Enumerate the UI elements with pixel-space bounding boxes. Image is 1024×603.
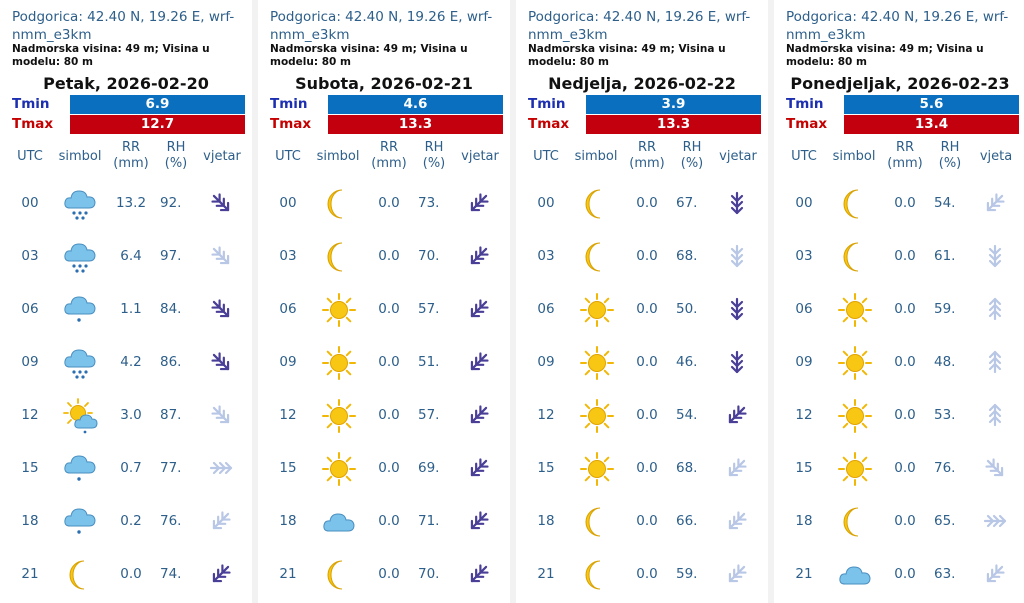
wind-arrow-icon [982, 296, 1008, 322]
utc-cell: 00 [795, 195, 813, 211]
day-column [0, 0, 252, 603]
rh-cell: 68. [676, 248, 698, 264]
rr-cell: 0.0 [378, 407, 400, 423]
wind-arrow-icon [466, 402, 492, 428]
rr-cell: 6.4 [120, 248, 142, 264]
rh-cell: 92. [160, 195, 182, 211]
wind-arrow-icon [724, 455, 750, 481]
utc-cell: 12 [537, 407, 555, 423]
tmax-label: Tmax [270, 116, 312, 132]
utc-header: UTC [275, 149, 301, 164]
rr-cell: 0.0 [378, 248, 400, 264]
table-row [774, 442, 1024, 494]
tmax-label: Tmax [12, 116, 54, 132]
rh-cell: 50. [676, 301, 698, 317]
rh-cell: 76. [160, 513, 182, 529]
rr-cell: 4.2 [120, 354, 142, 370]
day-column [516, 0, 768, 603]
rh-cell: 74. [160, 566, 182, 582]
wind-arrow-icon [982, 349, 1008, 375]
wind-arrow-icon [466, 243, 492, 269]
rh-cell: 86. [160, 354, 182, 370]
day-header [774, 0, 1024, 140]
rr-cell: 0.0 [636, 566, 658, 582]
rh-cell: 61. [934, 248, 956, 264]
location-text: Podgorica: 42.40 N, 19.26 E, wrf-nmm_e3km [786, 9, 1009, 43]
day-header [516, 0, 768, 140]
wind-arrow-icon [208, 296, 234, 322]
sun-icon [579, 398, 615, 434]
table-row [0, 283, 252, 335]
rr-header-top: RR [637, 140, 657, 155]
wind-arrow-icon [982, 402, 1008, 428]
rh-header-top: RH [682, 140, 702, 155]
table-row [258, 548, 510, 600]
table-header [516, 138, 768, 174]
moon-icon [63, 557, 99, 593]
table-row [516, 495, 768, 547]
moon-icon [837, 239, 873, 275]
rr-header [110, 140, 152, 172]
table-row [0, 548, 252, 600]
rr-cell: 0.0 [378, 354, 400, 370]
rh-cell: 68. [676, 460, 698, 476]
wind-arrow-icon [466, 349, 492, 375]
rr-cell: 0.0 [636, 354, 658, 370]
tmin-bar: 6.9 [70, 95, 245, 114]
sun-icon [321, 451, 357, 487]
table-row [774, 230, 1024, 282]
tmin-bar: 4.6 [328, 95, 503, 114]
rh-header-unit: (%) [680, 156, 704, 171]
rh-cell: 97. [160, 248, 182, 264]
wind-arrow-icon [466, 190, 492, 216]
table-row [774, 548, 1024, 600]
drizzle-cloud-icon [63, 292, 99, 328]
wind-header: vjeta [979, 149, 1013, 164]
symbol-header: simbol [832, 149, 876, 164]
rh-cell: 59. [934, 301, 956, 317]
rh-header [416, 140, 452, 172]
rr-cell: 0.0 [378, 460, 400, 476]
wind-arrow-icon [724, 243, 750, 269]
rh-cell: 69. [418, 460, 440, 476]
day-column [774, 0, 1024, 603]
table-row [774, 336, 1024, 388]
utc-cell: 15 [537, 460, 555, 476]
wind-arrow-icon [724, 190, 750, 216]
wind-arrow-icon [208, 402, 234, 428]
rr-header-top: RR [895, 140, 915, 155]
table-row [774, 389, 1024, 441]
rr-cell: 0.0 [894, 354, 916, 370]
table-row [774, 495, 1024, 547]
rr-cell: 0.0 [636, 248, 658, 264]
sun-icon [579, 345, 615, 381]
rr-header-top: RR [379, 140, 399, 155]
rh-header-unit: (%) [164, 156, 188, 171]
wind-arrow-icon [208, 190, 234, 216]
utc-cell: 12 [21, 407, 39, 423]
table-row [0, 442, 252, 494]
table-row [516, 336, 768, 388]
altitude-text: Nadmorska visina: 49 m; Visina u modelu: 80 m [270, 43, 468, 68]
rh-cell: 76. [934, 460, 956, 476]
wind-arrow-icon [208, 349, 234, 375]
symbol-header: simbol [574, 149, 618, 164]
wind-arrow-icon [466, 296, 492, 322]
table-row [258, 495, 510, 547]
moon-icon [837, 504, 873, 540]
table-row [0, 495, 252, 547]
rh-cell: 67. [676, 195, 698, 211]
rr-cell: 0.0 [894, 248, 916, 264]
utc-cell: 18 [279, 513, 297, 529]
rr-cell: 0.2 [120, 513, 142, 529]
tmin-label: Tmin [270, 96, 308, 112]
table-row [258, 177, 510, 229]
utc-cell: 15 [795, 460, 813, 476]
wind-arrow-icon [724, 508, 750, 534]
rr-cell: 0.0 [894, 301, 916, 317]
altitude-text: Nadmorska visina: 49 m; Visina u modelu: 80 m [12, 43, 210, 68]
day-column [258, 0, 510, 603]
tmin-bar: 3.9 [586, 95, 761, 114]
sun-icon [321, 345, 357, 381]
altitude-text: Nadmorska visina: 49 m; Visina u modelu: 80 m [528, 43, 726, 68]
cloud-icon [321, 504, 357, 540]
wind-header: vjetar [461, 149, 499, 164]
sun-icon [837, 398, 873, 434]
rr-cell: 0.7 [120, 460, 142, 476]
rh-cell: 66. [676, 513, 698, 529]
wind-arrow-icon [724, 349, 750, 375]
utc-cell: 21 [537, 566, 555, 582]
moon-icon [321, 557, 357, 593]
utc-cell: 06 [21, 301, 39, 317]
rr-cell: 0.0 [378, 195, 400, 211]
table-row [516, 230, 768, 282]
rh-cell: 48. [934, 354, 956, 370]
moon-icon [321, 186, 357, 222]
wind-arrow-icon [982, 455, 1008, 481]
moon-icon [837, 186, 873, 222]
symbol-header: simbol [316, 149, 360, 164]
rh-cell: 57. [418, 301, 440, 317]
location-text: Podgorica: 42.40 N, 19.26 E, wrf-nmm_e3km [528, 9, 751, 43]
table-header [258, 138, 510, 174]
symbol-header: simbol [58, 149, 102, 164]
day-date: Petak, 2026-02-20 [43, 74, 209, 93]
rain-cloud-icon [63, 345, 99, 381]
location-text: Podgorica: 42.40 N, 19.26 E, wrf-nmm_e3km [12, 9, 235, 43]
location-text: Podgorica: 42.40 N, 19.26 E, wrf-nmm_e3km [270, 9, 493, 43]
rr-header-unit: (mm) [629, 156, 665, 171]
table-row [774, 177, 1024, 229]
table-row [516, 548, 768, 600]
day-date: Ponedjeljak, 2026-02-23 [790, 74, 1010, 93]
wind-arrow-icon [208, 455, 234, 481]
rh-header [158, 140, 194, 172]
wind-arrow-icon [982, 508, 1008, 534]
moon-icon [579, 504, 615, 540]
tmin-label: Tmin [12, 96, 50, 112]
moon-icon [321, 239, 357, 275]
rr-cell: 3.0 [120, 407, 142, 423]
utc-cell: 00 [21, 195, 39, 211]
sun-icon [321, 398, 357, 434]
utc-cell: 03 [279, 248, 297, 264]
wind-arrow-icon [208, 243, 234, 269]
drizzle-cloud-icon [63, 504, 99, 540]
tmax-label: Tmax [786, 116, 828, 132]
rh-cell: 57. [418, 407, 440, 423]
rr-cell: 0.0 [894, 407, 916, 423]
rh-cell: 63. [934, 566, 956, 582]
rh-header-top: RH [166, 140, 186, 155]
rr-cell: 13.2 [115, 195, 147, 211]
rr-header [368, 140, 410, 172]
rr-cell: 0.0 [636, 195, 658, 211]
table-row [516, 389, 768, 441]
sun-icon [579, 292, 615, 328]
rr-cell: 0.0 [378, 566, 400, 582]
rh-cell: 54. [676, 407, 698, 423]
table-row [516, 177, 768, 229]
rh-header [932, 140, 968, 172]
utc-cell: 06 [795, 301, 813, 317]
utc-cell: 09 [537, 354, 555, 370]
utc-cell: 00 [279, 195, 297, 211]
rh-cell: 70. [418, 566, 440, 582]
rr-header [626, 140, 668, 172]
utc-cell: 15 [21, 460, 39, 476]
day-header [258, 0, 510, 140]
rh-header-top: RH [424, 140, 444, 155]
day-date: Nedjelja, 2026-02-22 [548, 74, 736, 93]
table-header [0, 138, 252, 174]
rr-cell: 0.0 [120, 566, 142, 582]
rr-header-unit: (mm) [113, 156, 149, 171]
rh-header [674, 140, 710, 172]
rh-cell: 59. [676, 566, 698, 582]
wind-arrow-icon [724, 561, 750, 587]
moon-icon [579, 557, 615, 593]
day-date: Subota, 2026-02-21 [295, 74, 473, 93]
utc-cell: 15 [279, 460, 297, 476]
utc-cell: 09 [279, 354, 297, 370]
utc-cell: 09 [21, 354, 39, 370]
wind-header: vjetar [203, 149, 241, 164]
rr-cell: 1.1 [120, 301, 142, 317]
rh-cell: 70. [418, 248, 440, 264]
wind-arrow-icon [982, 561, 1008, 587]
rr-cell: 0.0 [894, 195, 916, 211]
day-header [0, 0, 252, 140]
drizzle-cloud-icon [63, 451, 99, 487]
rr-header [884, 140, 926, 172]
table-row [516, 283, 768, 335]
rain-cloud-icon [63, 186, 99, 222]
rr-cell: 0.0 [894, 566, 916, 582]
tmin-label: Tmin [528, 96, 566, 112]
utc-cell: 18 [21, 513, 39, 529]
utc-cell: 06 [537, 301, 555, 317]
table-row [516, 442, 768, 494]
wind-arrow-icon [724, 296, 750, 322]
rain-cloud-icon [63, 239, 99, 275]
rh-cell: 53. [934, 407, 956, 423]
sun-icon [837, 451, 873, 487]
sun-icon [837, 292, 873, 328]
utc-cell: 18 [795, 513, 813, 529]
rr-cell: 0.0 [894, 460, 916, 476]
rh-cell: 54. [934, 195, 956, 211]
wind-arrow-icon [466, 508, 492, 534]
wind-arrow-icon [982, 190, 1008, 216]
rr-cell: 0.0 [378, 513, 400, 529]
utc-cell: 00 [537, 195, 555, 211]
utc-header: UTC [533, 149, 559, 164]
tmin-bar: 5.6 [844, 95, 1019, 114]
wind-arrow-icon [724, 402, 750, 428]
table-row [774, 283, 1024, 335]
utc-cell: 06 [279, 301, 297, 317]
rr-cell: 0.0 [378, 301, 400, 317]
utc-cell: 21 [795, 566, 813, 582]
table-row [0, 389, 252, 441]
rh-cell: 51. [418, 354, 440, 370]
table-row [0, 336, 252, 388]
altitude-text: Nadmorska visina: 49 m; Visina u modelu: 80 m [786, 43, 984, 68]
wind-arrow-icon [466, 561, 492, 587]
rr-cell: 0.0 [894, 513, 916, 529]
utc-cell: 03 [795, 248, 813, 264]
utc-cell: 03 [21, 248, 39, 264]
sun-icon [579, 451, 615, 487]
rh-cell: 73. [418, 195, 440, 211]
cloud-icon [837, 557, 873, 593]
table-row [258, 336, 510, 388]
utc-cell: 12 [795, 407, 813, 423]
tmax-bar: 13.3 [586, 115, 761, 134]
table-row [0, 230, 252, 282]
utc-cell: 09 [795, 354, 813, 370]
sun-icon [321, 292, 357, 328]
rh-cell: 84. [160, 301, 182, 317]
rr-cell: 0.0 [636, 460, 658, 476]
utc-cell: 18 [537, 513, 555, 529]
rh-cell: 87. [160, 407, 182, 423]
rh-cell: 77. [160, 460, 182, 476]
wind-arrow-icon [466, 455, 492, 481]
wind-arrow-icon [982, 243, 1008, 269]
moon-icon [579, 186, 615, 222]
wind-arrow-icon [208, 508, 234, 534]
tmax-bar: 13.4 [844, 115, 1019, 134]
table-row [258, 389, 510, 441]
rr-cell: 0.0 [636, 513, 658, 529]
rh-cell: 71. [418, 513, 440, 529]
moon-icon [579, 239, 615, 275]
rh-header-top: RH [940, 140, 960, 155]
sun-icon [837, 345, 873, 381]
tmax-bar: 12.7 [70, 115, 245, 134]
utc-header: UTC [17, 149, 43, 164]
utc-cell: 03 [537, 248, 555, 264]
rh-cell: 65. [934, 513, 956, 529]
rh-header-unit: (%) [938, 156, 962, 171]
rr-header-top: RR [121, 140, 141, 155]
rh-header-unit: (%) [422, 156, 446, 171]
utc-cell: 21 [21, 566, 39, 582]
utc-cell: 12 [279, 407, 297, 423]
rr-cell: 0.0 [636, 301, 658, 317]
table-row [258, 442, 510, 494]
rh-cell: 46. [676, 354, 698, 370]
tmax-bar: 13.3 [328, 115, 503, 134]
table-row [0, 177, 252, 229]
table-header [774, 138, 1024, 174]
utc-header: UTC [791, 149, 817, 164]
rr-header-unit: (mm) [371, 156, 407, 171]
rr-header-unit: (mm) [887, 156, 923, 171]
wind-arrow-icon [208, 561, 234, 587]
sun-cloud-icon [63, 398, 99, 434]
tmin-label: Tmin [786, 96, 824, 112]
rr-cell: 0.0 [636, 407, 658, 423]
table-row [258, 230, 510, 282]
tmax-label: Tmax [528, 116, 570, 132]
table-row [258, 283, 510, 335]
utc-cell: 21 [279, 566, 297, 582]
wind-header: vjetar [719, 149, 757, 164]
